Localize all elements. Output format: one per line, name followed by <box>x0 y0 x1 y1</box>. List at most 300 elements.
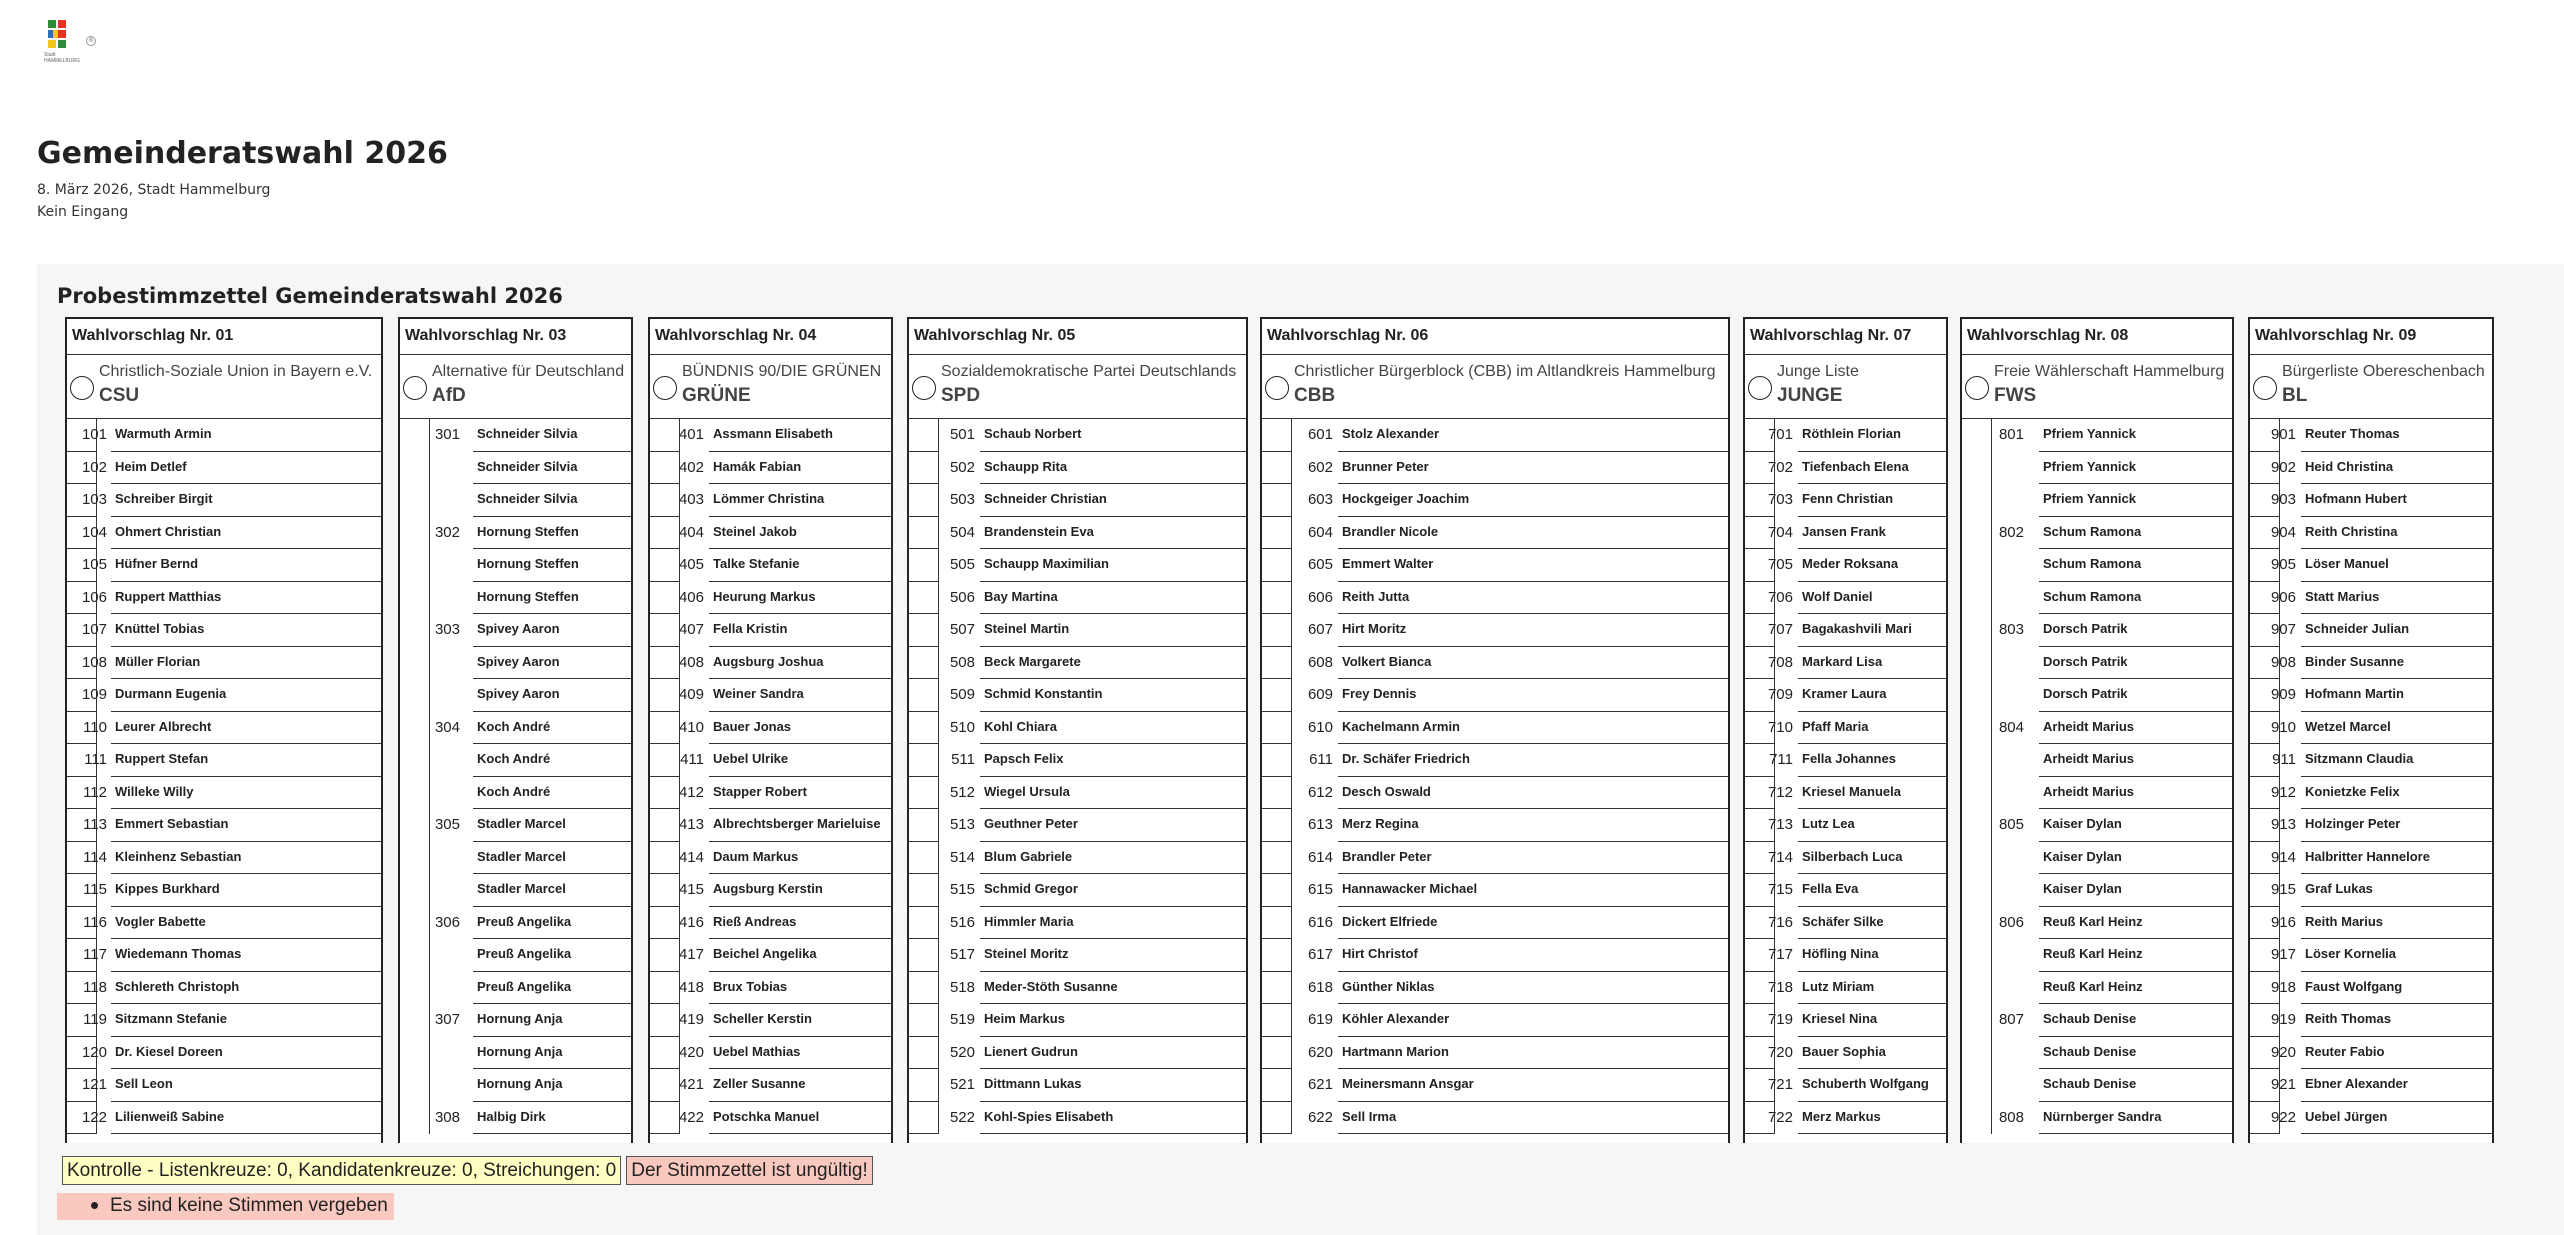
candidate-vote-box[interactable] <box>400 874 430 907</box>
candidate-row[interactable] <box>650 679 891 712</box>
candidate-row[interactable] <box>67 809 381 842</box>
candidate-row[interactable] <box>1962 419 2232 452</box>
registered-mark: ® <box>88 37 94 44</box>
candidate-row[interactable] <box>650 517 891 550</box>
candidate-row[interactable] <box>1745 939 1946 972</box>
party-abbr: CSU <box>99 385 140 406</box>
candidate-row[interactable] <box>400 842 631 875</box>
candidate-row[interactable] <box>67 777 381 810</box>
candidate-row[interactable] <box>1745 647 1946 680</box>
candidate-number: 722 <box>1767 1108 1793 1126</box>
list-column <box>2248 317 2494 1143</box>
candidate-row[interactable] <box>67 907 381 940</box>
candidate-row[interactable] <box>67 1069 381 1102</box>
candidate-row[interactable] <box>909 647 1246 680</box>
candidate-row[interactable] <box>67 452 381 485</box>
candidate-row[interactable] <box>2250 517 2492 550</box>
candidate-row[interactable] <box>1745 1037 1946 1070</box>
candidate-row[interactable] <box>1745 1004 1946 1037</box>
list-vote-circle[interactable] <box>1965 376 1989 400</box>
candidate-row[interactable] <box>1962 874 2232 907</box>
candidate-vote-box[interactable] <box>400 679 430 712</box>
candidate-name: Dorsch Patrik <box>2039 647 2232 680</box>
candidate-vote-box[interactable] <box>1962 1069 1992 1102</box>
candidate-number: 716 <box>1767 913 1793 931</box>
candidate-number: 904 <box>2270 523 2296 541</box>
candidate-row[interactable] <box>400 744 631 777</box>
candidate-row[interactable] <box>1745 582 1946 615</box>
candidate-row[interactable] <box>650 582 891 615</box>
candidate-name: Bay Martina <box>980 582 1246 615</box>
candidate-row[interactable] <box>1745 484 1946 517</box>
candidate-number: 413 <box>678 816 704 833</box>
candidate-number: 510 <box>949 718 975 736</box>
candidate-row[interactable] <box>909 712 1246 745</box>
candidate-row[interactable] <box>1262 647 1728 680</box>
candidate-vote-box[interactable] <box>400 842 430 875</box>
candidate-row[interactable] <box>67 549 381 582</box>
candidate-row[interactable] <box>650 647 891 680</box>
party-abbr: BL <box>2282 385 2308 406</box>
candidate-row[interactable] <box>1962 647 2232 680</box>
candidate-row[interactable] <box>1262 1004 1728 1037</box>
candidate-row[interactable] <box>67 614 381 647</box>
candidate-row[interactable] <box>1262 484 1728 517</box>
candidate-row[interactable] <box>2250 712 2492 745</box>
candidate-row[interactable] <box>67 874 381 907</box>
candidate-row[interactable] <box>909 517 1246 550</box>
candidate-row[interactable] <box>2250 809 2492 842</box>
candidate-row[interactable] <box>2250 549 2492 582</box>
candidate-row[interactable] <box>2250 1069 2492 1102</box>
candidate-number: 613 <box>1307 816 1333 833</box>
candidate-row[interactable] <box>1962 679 2232 712</box>
candidate-row[interactable] <box>2250 842 2492 875</box>
candidate-vote-box[interactable] <box>1962 452 1992 485</box>
list-column <box>907 317 1248 1143</box>
candidate-row[interactable] <box>400 809 631 842</box>
candidate-row[interactable] <box>67 1004 381 1037</box>
candidate-number: 104 <box>81 523 107 541</box>
candidate-row[interactable] <box>909 939 1246 972</box>
candidate-number: 620 <box>1307 1043 1333 1061</box>
list-vote-circle[interactable] <box>912 376 936 400</box>
candidate-name: Reuter Thomas <box>2301 419 2492 452</box>
candidate-name: Statt Marius <box>2301 582 2492 615</box>
candidate-row[interactable] <box>909 1037 1246 1070</box>
candidate-row[interactable] <box>67 1037 381 1070</box>
candidate-row[interactable] <box>1262 614 1728 647</box>
candidate-row[interactable] <box>400 484 631 517</box>
candidate-row[interactable] <box>2250 1037 2492 1070</box>
candidate-number: 521 <box>949 1076 975 1093</box>
candidate-row[interactable] <box>909 809 1246 842</box>
candidate-row[interactable] <box>1962 712 2232 745</box>
candidate-row[interactable] <box>1962 777 2232 810</box>
candidate-row[interactable] <box>1262 452 1728 485</box>
candidate-row[interactable] <box>1745 1102 1946 1135</box>
candidate-row[interactable] <box>1745 517 1946 550</box>
candidate-row[interactable] <box>2250 647 2492 680</box>
list-vote-circle[interactable] <box>1748 376 1772 400</box>
party-name: Bürgerliste Obereschenbach <box>2282 363 2485 380</box>
candidate-number: 107 <box>81 621 107 638</box>
candidate-row[interactable] <box>2250 679 2492 712</box>
list-header: Wahlvorschlag Nr. 01 <box>67 319 381 355</box>
candidate-row[interactable] <box>1745 452 1946 485</box>
candidate-name: Fella Kristin <box>709 614 891 647</box>
candidate-name: Spivey Aaron <box>473 679 631 712</box>
candidate-row[interactable] <box>909 1004 1246 1037</box>
candidate-vote-box[interactable] <box>400 777 430 810</box>
candidate-name: Lilienweiß Sabine <box>111 1102 381 1135</box>
candidate-vote-box[interactable] <box>400 939 430 972</box>
candidate-row[interactable] <box>650 842 891 875</box>
list-header: Wahlvorschlag Nr. 04 <box>650 319 891 355</box>
candidate-row[interactable] <box>2250 419 2492 452</box>
candidate-row[interactable] <box>650 712 891 745</box>
candidate-row[interactable] <box>650 809 891 842</box>
candidate-row[interactable] <box>1262 679 1728 712</box>
candidate-row[interactable] <box>909 874 1246 907</box>
candidate-row[interactable] <box>1962 517 2232 550</box>
candidate-vote-box[interactable] <box>1962 777 1992 810</box>
candidate-row[interactable] <box>400 1102 631 1135</box>
candidate-number: 709 <box>1767 686 1793 703</box>
candidate-row[interactable] <box>400 614 631 647</box>
candidate-name: Bagakashvili Mari <box>1798 614 1946 647</box>
candidate-row[interactable] <box>1962 614 2232 647</box>
candidate-row[interactable] <box>909 1102 1246 1135</box>
candidate-vote-box[interactable] <box>400 972 430 1005</box>
candidate-row[interactable] <box>650 744 891 777</box>
candidate-name: Kohl-Spies Elisabeth <box>980 1102 1246 1135</box>
candidate-row[interactable] <box>1745 679 1946 712</box>
candidate-row[interactable] <box>1262 972 1728 1005</box>
candidate-row[interactable] <box>1745 1069 1946 1102</box>
candidate-row[interactable] <box>2250 874 2492 907</box>
candidate-row[interactable] <box>400 1004 631 1037</box>
candidate-row[interactable] <box>67 744 381 777</box>
candidate-name: Kleinhenz Sebastian <box>111 842 381 875</box>
candidate-vote-box[interactable] <box>1962 484 1992 517</box>
candidate-row[interactable] <box>1745 972 1946 1005</box>
candidate-vote-box[interactable] <box>400 484 430 517</box>
candidate-row[interactable] <box>909 907 1246 940</box>
candidate-name: Sell Irma <box>1338 1102 1728 1135</box>
candidate-row[interactable] <box>67 647 381 680</box>
candidate-name: Willeke Willy <box>111 777 381 810</box>
candidate-name: Preuß Angelika <box>473 972 631 1005</box>
candidate-row[interactable] <box>2250 907 2492 940</box>
candidate-row[interactable] <box>67 582 381 615</box>
candidate-number: 607 <box>1307 621 1333 638</box>
candidate-row[interactable] <box>67 1102 381 1135</box>
candidate-row[interactable] <box>650 874 891 907</box>
candidate-row[interactable] <box>1745 874 1946 907</box>
candidate-row[interactable] <box>1262 874 1728 907</box>
candidate-name: Bauer Sophia <box>1798 1037 1946 1070</box>
candidate-row[interactable] <box>650 1069 891 1102</box>
candidate-vote-box[interactable] <box>400 549 430 582</box>
candidate-vote-box[interactable] <box>1962 744 1992 777</box>
candidate-row[interactable] <box>1262 939 1728 972</box>
candidate-name: Albrechtsberger Marieluise <box>709 809 891 842</box>
candidate-number: 421 <box>678 1076 704 1093</box>
candidate-row[interactable] <box>400 647 631 680</box>
candidate-row[interactable] <box>1962 1102 2232 1135</box>
candidate-row[interactable] <box>67 679 381 712</box>
candidate-number: 720 <box>1767 1043 1793 1061</box>
candidate-row[interactable] <box>1745 419 1946 452</box>
candidate-vote-box[interactable] <box>1962 972 1992 1005</box>
party-row <box>2250 355 2492 419</box>
candidate-row[interactable] <box>2250 1004 2492 1037</box>
candidate-vote-box[interactable] <box>400 647 430 680</box>
candidate-row[interactable] <box>1962 842 2232 875</box>
error-text: Es sind keine Stimmen vergeben <box>110 1195 388 1216</box>
candidate-row[interactable] <box>909 419 1246 452</box>
candidate-row[interactable] <box>1745 614 1946 647</box>
candidate-name: Koch André <box>473 712 631 745</box>
candidate-row[interactable] <box>1962 452 2232 485</box>
candidate-row[interactable] <box>400 939 631 972</box>
candidate-name: Geuthner Peter <box>980 809 1246 842</box>
candidate-row[interactable] <box>1962 809 2232 842</box>
candidate-number: 911 <box>2272 751 2296 768</box>
candidate-row[interactable] <box>909 582 1246 615</box>
candidate-number: 512 <box>949 783 975 801</box>
candidate-row[interactable] <box>67 939 381 972</box>
candidate-vote-box[interactable] <box>1962 939 1992 972</box>
candidate-row[interactable] <box>67 972 381 1005</box>
candidate-row[interactable] <box>650 419 891 452</box>
candidate-row[interactable] <box>909 452 1246 485</box>
candidate-vote-box[interactable] <box>1962 842 1992 875</box>
candidate-row[interactable] <box>1745 744 1946 777</box>
candidate-row[interactable] <box>650 907 891 940</box>
candidate-row[interactable] <box>1745 549 1946 582</box>
candidate-row[interactable] <box>67 842 381 875</box>
logo-text: Stadt HAMMELBURG <box>44 52 80 64</box>
candidate-name: Beichel Angelika <box>709 939 891 972</box>
candidate-row[interactable] <box>909 614 1246 647</box>
candidate-number: 409 <box>678 686 704 703</box>
candidate-vote-box[interactable] <box>1962 874 1992 907</box>
candidate-row[interactable] <box>400 1037 631 1070</box>
candidate-name: Schaub Denise <box>2039 1037 2232 1070</box>
candidate-number: 504 <box>949 523 975 541</box>
list-vote-circle[interactable] <box>2253 376 2277 400</box>
candidate-name: Uebel Ulrike <box>709 744 891 777</box>
candidate-number: 902 <box>2270 458 2296 476</box>
candidate-name: Lienert Gudrun <box>980 1037 1246 1070</box>
candidate-row[interactable] <box>650 452 891 485</box>
candidate-name: Heim Markus <box>980 1004 1246 1037</box>
candidate-vote-box[interactable] <box>1962 647 1992 680</box>
candidate-vote-box[interactable] <box>400 744 430 777</box>
candidate-name: Volkert Bianca <box>1338 647 1728 680</box>
candidate-row[interactable] <box>909 1069 1246 1102</box>
candidate-row[interactable] <box>1262 842 1728 875</box>
candidate-number: 401 <box>678 426 704 443</box>
candidate-name: Dittmann Lukas <box>980 1069 1246 1102</box>
candidate-number: 420 <box>678 1043 704 1061</box>
candidate-row[interactable] <box>1262 777 1728 810</box>
candidate-row[interactable] <box>909 484 1246 517</box>
candidate-row[interactable] <box>400 907 631 940</box>
candidate-row[interactable] <box>1262 419 1728 452</box>
candidate-name: Reuß Karl Heinz <box>2039 972 2232 1005</box>
candidate-row[interactable] <box>909 777 1246 810</box>
candidate-row[interactable] <box>1962 582 2232 615</box>
candidate-vote-box[interactable] <box>1962 582 1992 615</box>
candidate-row[interactable] <box>1262 582 1728 615</box>
candidate-row[interactable] <box>2250 484 2492 517</box>
candidate-row[interactable] <box>1262 744 1728 777</box>
candidate-vote-box[interactable] <box>400 1069 430 1102</box>
candidate-row[interactable] <box>2250 614 2492 647</box>
candidate-row[interactable] <box>1962 549 2232 582</box>
candidate-row[interactable] <box>650 1004 891 1037</box>
candidate-row[interactable] <box>909 972 1246 1005</box>
candidate-name: Himmler Maria <box>980 907 1246 940</box>
candidate-row[interactable] <box>650 939 891 972</box>
candidate-row[interactable] <box>2250 939 2492 972</box>
list-vote-circle[interactable] <box>1265 376 1289 400</box>
candidate-number: 703 <box>1767 491 1793 508</box>
candidate-name: Halbig Dirk <box>473 1102 631 1135</box>
candidate-row[interactable] <box>1745 712 1946 745</box>
candidate-number: 411 <box>680 751 704 768</box>
candidate-row[interactable] <box>650 777 891 810</box>
candidate-row[interactable] <box>400 452 631 485</box>
candidate-row[interactable] <box>1962 939 2232 972</box>
candidate-row[interactable] <box>2250 452 2492 485</box>
candidate-row[interactable] <box>650 972 891 1005</box>
candidate-row[interactable] <box>400 517 631 550</box>
candidate-row[interactable] <box>2250 972 2492 1005</box>
list-vote-circle[interactable] <box>653 376 677 400</box>
candidate-row[interactable] <box>400 712 631 745</box>
candidate-row[interactable] <box>1962 744 2232 777</box>
candidate-row[interactable] <box>67 419 381 452</box>
candidate-row[interactable] <box>1262 712 1728 745</box>
candidate-number: 606 <box>1307 588 1333 606</box>
candidate-name: Steinel Jakob <box>709 517 891 550</box>
list-column <box>648 317 893 1143</box>
candidate-row[interactable] <box>400 777 631 810</box>
candidate-row[interactable] <box>67 484 381 517</box>
candidate-number: 802 <box>1998 523 2024 541</box>
candidate-row[interactable] <box>400 582 631 615</box>
party-name: Sozialdemokratische Partei Deutschlands <box>941 363 1237 380</box>
candidate-row[interactable] <box>650 1102 891 1135</box>
candidate-name: Ohmert Christian <box>111 517 381 550</box>
list-vote-circle[interactable] <box>70 376 94 400</box>
candidate-name: Brux Tobias <box>709 972 891 1005</box>
candidate-row[interactable] <box>400 1069 631 1102</box>
candidate-row[interactable] <box>650 614 891 647</box>
list-column <box>1743 317 1948 1143</box>
candidate-row[interactable] <box>909 842 1246 875</box>
candidate-name: Hamák Fabian <box>709 452 891 485</box>
candidate-name: Meder-Stöth Susanne <box>980 972 1246 1005</box>
candidate-name: Schum Ramona <box>2039 517 2232 550</box>
candidate-row[interactable] <box>400 419 631 452</box>
candidate-row[interactable] <box>400 874 631 907</box>
candidate-number: 109 <box>81 686 107 703</box>
candidate-name: Löser Kornelia <box>2301 939 2492 972</box>
candidate-row[interactable] <box>400 679 631 712</box>
candidate-row[interactable] <box>400 972 631 1005</box>
candidate-vote-box[interactable] <box>1962 679 1992 712</box>
candidate-row[interactable] <box>650 484 891 517</box>
candidate-row[interactable] <box>67 712 381 745</box>
candidate-vote-box[interactable] <box>1962 549 1992 582</box>
candidate-row[interactable] <box>1262 1069 1728 1102</box>
candidate-row[interactable] <box>1962 1004 2232 1037</box>
candidate-row[interactable] <box>1745 777 1946 810</box>
candidate-name: Frey Dennis <box>1338 679 1728 712</box>
candidate-name: Hofmann Hubert <box>2301 484 2492 517</box>
candidate-vote-box[interactable] <box>1962 1037 1992 1070</box>
candidate-row[interactable] <box>2250 777 2492 810</box>
candidate-row[interactable] <box>2250 744 2492 777</box>
candidate-number: 918 <box>2270 978 2296 996</box>
candidate-row[interactable] <box>1962 1037 2232 1070</box>
candidate-row[interactable] <box>1262 549 1728 582</box>
error-message <box>57 1193 394 1220</box>
candidate-name: Jansen Frank <box>1798 517 1946 550</box>
candidate-row[interactable] <box>67 517 381 550</box>
candidate-row[interactable] <box>1962 1069 2232 1102</box>
candidate-number: 609 <box>1307 686 1333 703</box>
candidate-row[interactable] <box>1962 484 2232 517</box>
candidate-row[interactable] <box>650 1037 891 1070</box>
candidate-number: 402 <box>678 458 704 476</box>
candidate-row[interactable] <box>1262 1102 1728 1135</box>
candidate-row[interactable] <box>1262 517 1728 550</box>
candidate-row[interactable] <box>1262 907 1728 940</box>
candidate-row[interactable] <box>2250 1102 2492 1135</box>
candidate-row[interactable] <box>909 679 1246 712</box>
candidate-row[interactable] <box>2250 582 2492 615</box>
candidate-name: Kaiser Dylan <box>2039 874 2232 907</box>
candidate-vote-box[interactable] <box>400 582 430 615</box>
candidate-row[interactable] <box>909 549 1246 582</box>
candidate-row[interactable] <box>1962 972 2232 1005</box>
candidate-name: Kriesel Manuela <box>1798 777 1946 810</box>
candidate-row[interactable] <box>1262 809 1728 842</box>
candidate-number: 416 <box>678 913 704 931</box>
candidate-row[interactable] <box>1745 842 1946 875</box>
candidate-name: Stadler Marcel <box>473 842 631 875</box>
list-vote-circle[interactable] <box>403 376 427 400</box>
candidate-number: 509 <box>949 686 975 703</box>
candidate-row[interactable] <box>1745 907 1946 940</box>
candidate-name: Schaub Denise <box>2039 1069 2232 1102</box>
candidate-vote-box[interactable] <box>400 452 430 485</box>
candidate-row[interactable] <box>650 549 891 582</box>
candidate-vote-box[interactable] <box>400 1037 430 1070</box>
candidate-row[interactable] <box>909 744 1246 777</box>
candidate-row[interactable] <box>1262 1037 1728 1070</box>
candidate-row[interactable] <box>400 549 631 582</box>
candidate-row[interactable] <box>1745 809 1946 842</box>
candidate-row[interactable] <box>1962 907 2232 940</box>
candidate-name: Uebel Mathias <box>709 1037 891 1070</box>
